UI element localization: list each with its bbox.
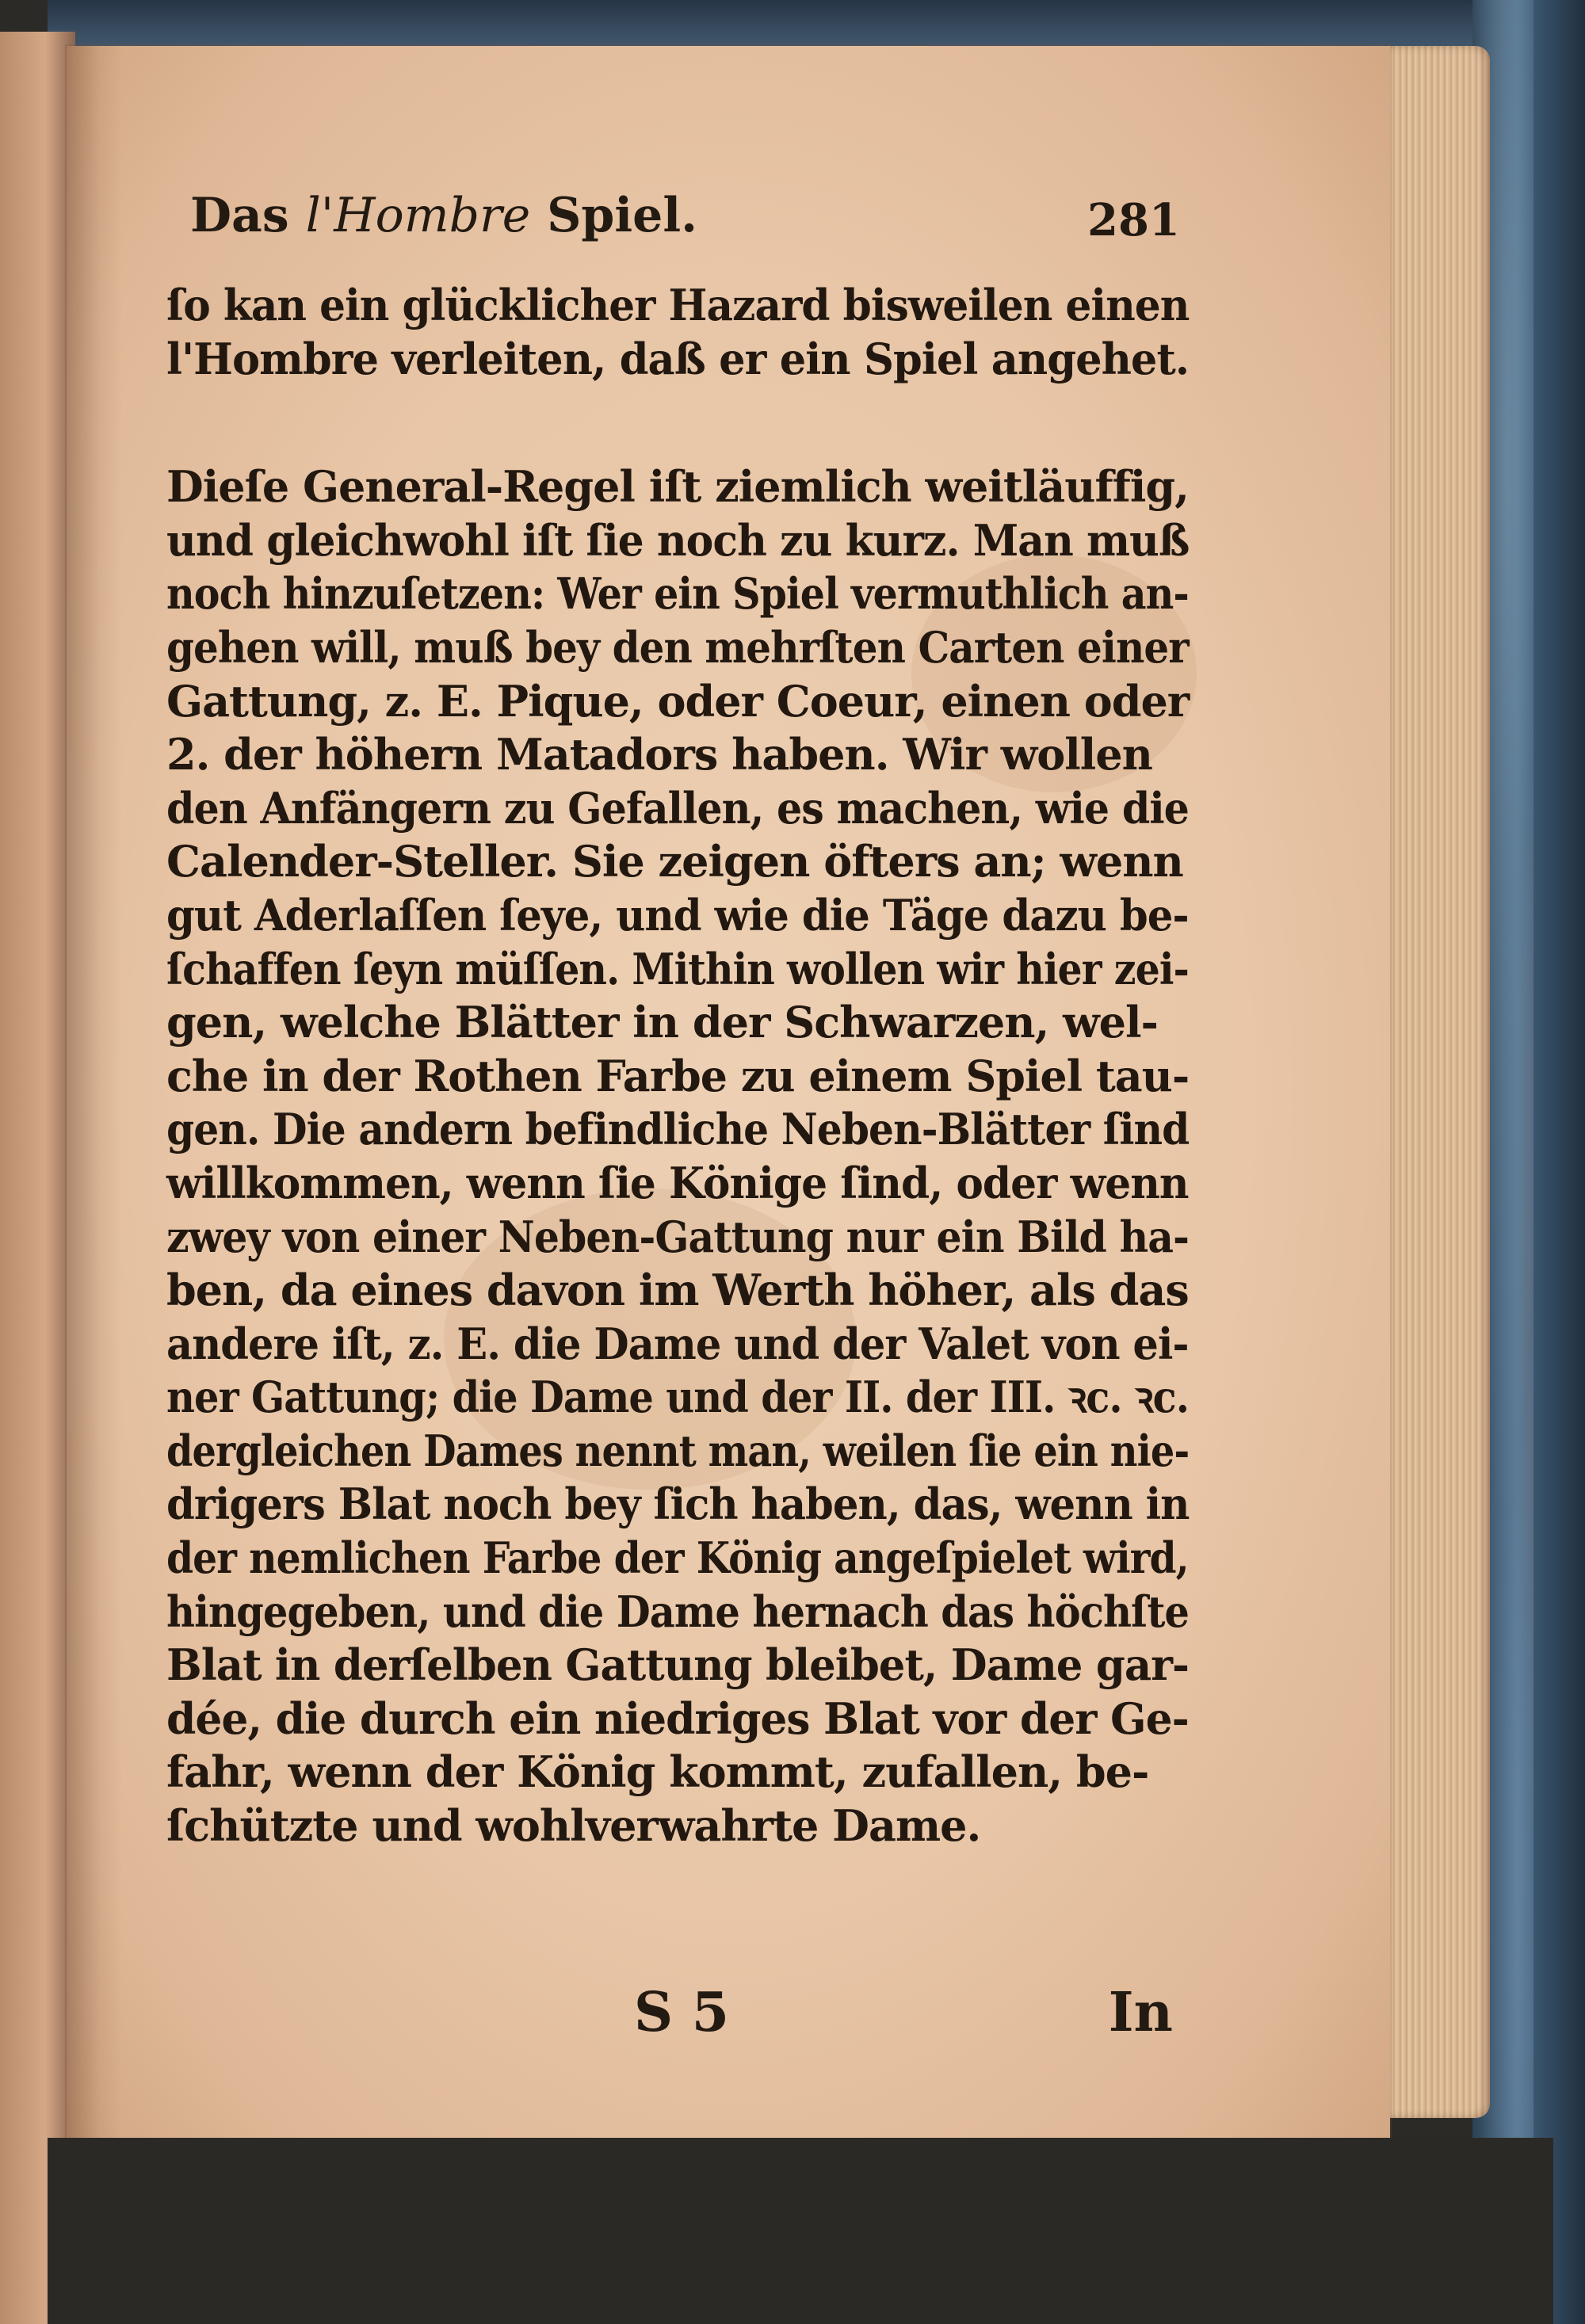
page-number: 281 — [1087, 194, 1180, 246]
text-line: und gleichwohl iſt ſie noch zu kurz. Man muß — [166, 514, 1190, 566]
text-line: drigers Blat noch bey ſich haben, das, wenn in — [166, 1479, 1190, 1530]
text-line: Gattung, z. E. Pique, oder Coeur, einen oder — [166, 675, 1190, 727]
text-line: ben, da eines davon im Werth höher, als das — [166, 1265, 1189, 1316]
text-line: dergleichen Dames nennt man, weilen ſie ein nie- — [166, 1425, 1190, 1476]
signature-mark: S 5 — [634, 1981, 730, 2044]
paragraph-gap — [166, 386, 1189, 460]
running-head-italic: l'Hombre — [305, 188, 531, 243]
text-line: gehen will, muß bey den mehrſten Carten einer — [166, 621, 1189, 673]
text-line: gen, welche Blätter in der Schwarzen, wel- — [166, 997, 1158, 1048]
text-line: Dieſe General-Regel iſt ziemlich weitläuffig, — [166, 461, 1189, 513]
text-line: 2. der höhern Matadors haben. Wir wollen — [166, 729, 1152, 780]
running-head — [190, 184, 1181, 247]
text-line: l'Hombre verleiten, daß er ein Spiel angehet. — [166, 333, 1190, 384]
text-line: der nemlichen Farbe der König angeſpielet wird, — [166, 1532, 1189, 1584]
text-line: Calender-Steller. Sie zeigen öfters an; wenn — [166, 836, 1183, 887]
page-gutter-shadow — [67, 46, 122, 2138]
running-head-end: Spiel. — [530, 188, 698, 243]
book-cover-edge — [1533, 0, 1585, 2324]
catchword: In — [1108, 1981, 1173, 2044]
left-facing-page-edge — [0, 32, 75, 2324]
text-line: Blat in derſelben Gattung bleibet, Dame gar- — [166, 1639, 1189, 1691]
text-line: zwey von einer Neben-Gattung nur ein Bild ha- — [166, 1211, 1190, 1262]
text-line: ſchaffen ſeyn müſſen. Mithin wollen wir hier zei- — [166, 943, 1189, 994]
text-line: gen. Die andern befindliche Neben-Blätter ſind — [166, 1104, 1190, 1155]
text-line: noch hinzuſetzen: Wer ein Spiel vermuthlich an- — [166, 568, 1189, 620]
page-body-text — [166, 279, 1189, 1853]
text-line: ner Gattung; die Dame und der II. der III. ꝛc. ꝛc. — [166, 1372, 1190, 1423]
text-line: ſo kan ein glücklicher Hazard bisweilen einen — [166, 280, 1190, 330]
text-line: hingegeben, und die Dame hernach das höchſte — [166, 1586, 1190, 1637]
scan-background — [48, 2138, 1553, 2324]
text-line: fahr, wenn der König kommt, zufallen, be- — [166, 1746, 1149, 1798]
text-line: dée, die durch ein niedriges Blat vor der Ge- — [166, 1692, 1189, 1744]
text-line: ſchützte und wohlverwahrte Dame. — [166, 1800, 981, 1852]
running-head-start: Das — [190, 188, 306, 243]
text-line: che in der Rothen Farbe zu einem Spiel tau- — [166, 1050, 1190, 1101]
text-line: andere iſt, z. E. die Dame und der Valet von ei- — [166, 1318, 1189, 1369]
text-line: willkommen, wenn ſie Könige ſind, oder wenn — [166, 1157, 1189, 1208]
page-stack-edge — [1377, 46, 1490, 2118]
text-line: den Anfängern zu Gefallen, es machen, wie die — [166, 782, 1189, 834]
text-line: gut Aderlaſſen ſeye, und wie die Täge dazu be- — [166, 889, 1189, 941]
